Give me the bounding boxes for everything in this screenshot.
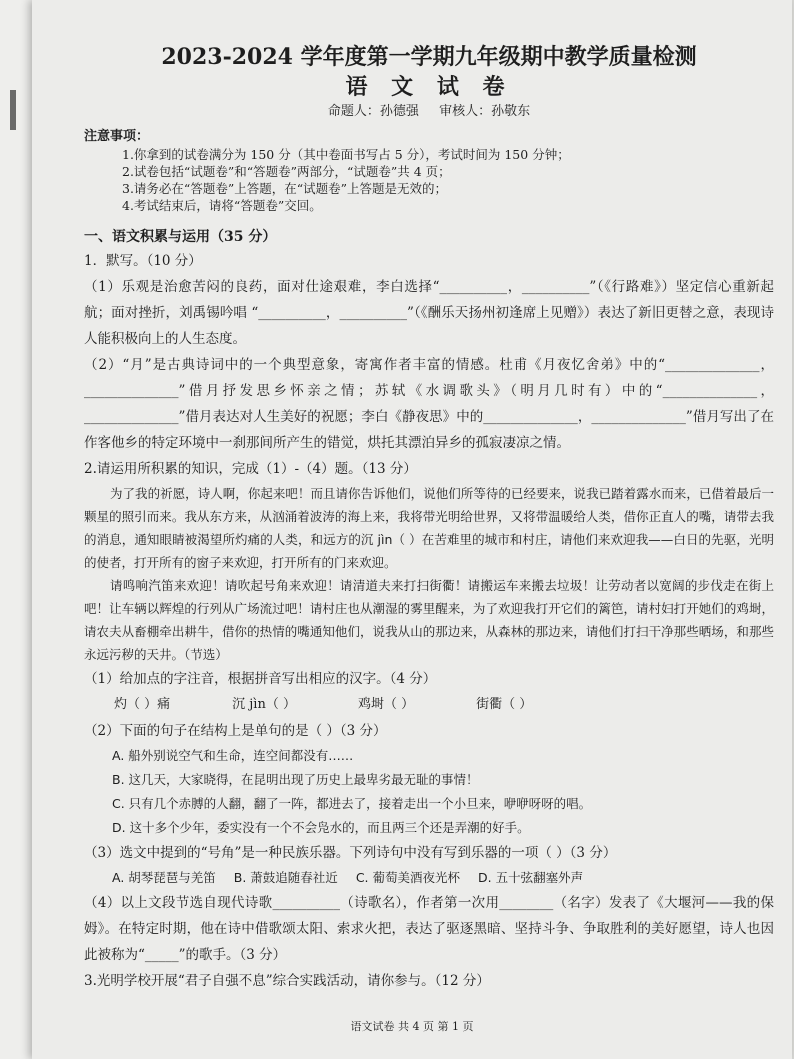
question-1-1: （1）乐观是治愈苦闷的良药，面对仕途艰难，李白选择“__________，__________”（《行路难》）坚定信心重新起航；面对挫折，刘禹锡吟唱 “__________，__________”（《酬乐天扬州初逢席上见赠》）表达了新旧更替之意，表现诗人能积极向上的人生态度。 [84,279,774,347]
options-row [84,866,774,890]
question-3-title: 3.光明学校开展“君子自强不息”综合实践活动，请你参与。（12 分） [84,973,490,989]
reviewer: 审核人：孙敬东 [439,104,531,119]
question-2-3: （3）选文中提到的“号角”是一种民族乐器。下列诗句中没有写到乐器的一项（ ）（3 分） [84,845,617,861]
pinyin-item: 鸡埘（ ） [357,697,415,712]
question-2-1: （1）给加点的字注音，根据拼音写出相应的汉字。（4 分） [84,671,437,687]
option-d: D. 五十弦翻塞外声 [478,870,584,885]
author: 命题人：孙德强 [327,104,419,119]
option-a: A. 船外别说空气和生命，连空间都没有…… [112,748,354,763]
note-item: 1.你拿到的试卷满分为 150 分（其中卷面书写占 5 分），考试时间为 150 分钟； [122,147,570,162]
authors-line [84,102,774,122]
page-footer: 语文试卷 共 4 页 第 1 页 [350,1020,474,1033]
note-item: 2.试卷包括“试题卷”和“答题卷”两部分，“试题卷”共 4 页； [122,164,451,179]
option-d: D. 这十多个少年，委实没有一个不会凫水的，而且两三个还是弄潮的好手。 [112,820,530,835]
pinyin-row [84,692,774,718]
option-c: C. 葡萄美酒夜光杯 [355,870,460,885]
passage-paragraph-2: 请鸣响汽笛来欢迎！请吹起号角来欢迎！请清道夫来打扫街衢！请搬运车来搬去垃圾！让劳动者以宽阔的步伐走在街上吧！让车辆以辉煌的行列从广场流过吧！请村庄也从潮湿的雾里醒来，为了欢迎我打开它们的篱笆，请村妇打开她们的鸡埘，请农夫从畜棚牵出耕牛，借你的热情的嘴通知他们，说我从山的那边来，从森林的那边来，请他们打扫干净那些晒场，和那些永远污秽的天井。（节选） [84,578,774,662]
exam-paper [32,0,792,1059]
pinyin-item: 灼（ ）痛 [114,697,171,712]
exam-subtitle: 语 文 试 卷 [345,74,513,100]
option-c: C. 只有几个赤膊的人翻，翻了一阵，都进去了，接着走出一个小旦来，咿咿呀呀的唱。 [112,796,592,811]
question-2-4: （4）以上文段节选自现代诗歌__________（诗歌名），作者第一次用________（名字）发表了《大堰河——我的保姆》。在特定时期，他在诗中借歌颂太阳、索求火把，表达了驱逐黑暗、坚持斗争、争取胜利的美好愿望，诗人也因此被称为“_____”的歌手。（3 分） [84,895,774,963]
passage-paragraph-1: 为了我的祈愿，诗人啊，你起来吧！而且请你告诉他们，说他们所等待的已经要来，说我已踏着露水而来，已借着最后一颗星的照引而来。我从东方来，从汹涌着波涛的海上来，我将带光明给世界，又将带温暖给人类，借你正直人的嘴，请带去我的消息，通知眼睛被渴望所灼痛的人类，和远方的沉 jìn（ ）在苦难里的城市和村庄，请他们来欢迎我——白日的先驱，光明的使者，打开所有的窗子来欢迎，打开所有的门来欢迎。 [84,486,774,570]
option-b: B. 萧鼓追随春社近 [233,870,338,885]
pinyin-item: 沉 jìn（ ） [232,697,296,712]
section-title: 一、语文积累与运用（35 分） [84,229,277,245]
question-1-title: 1．默写。（10 分） [84,253,202,269]
question-2-title: 2.请运用所积累的知识，完成（1）-（4）题。（13 分） [84,461,417,477]
pinyin-item: 街衢（ ） [476,697,533,712]
option-a: A. 胡琴琵琶与羌笛 [112,870,216,885]
note-item: 4.考试结束后，请将“答题卷”交回。 [122,198,322,213]
exam-title: 2023-2024 学年度第一学期九年级期中教学质量检测 [161,44,697,70]
option-b: B. 这几天，大家晓得，在昆明出现了历史上最卑劣最无耻的事情！ [112,772,479,787]
notes-list [84,146,774,214]
note-item: 3.请务必在“答题卷”上答题，在“试题卷”上答题是无效的； [122,181,447,196]
question-2-2: （2）下面的句子在结构上是单句的是（ ）（3 分） [84,723,387,739]
notes-title: 注意事项： [84,129,150,144]
question-1-2: （2）“月”是古典诗词中的一个典型意象，寄寓作者丰富的情感。杜甫《月夜忆舍弟》中的“______________，______________”借月抒发思乡怀亲之情；苏轼《水调歌头》（明月几时有）中的“______________，______________”借月表达对人生美好的祝愿；李白《静夜思》中的______________，______________”借月写出了在作客他乡的特定环境中一刹那间所产生的错觉，烘托其漂泊异乡的孤寂凄凉之情。 [84,357,774,451]
